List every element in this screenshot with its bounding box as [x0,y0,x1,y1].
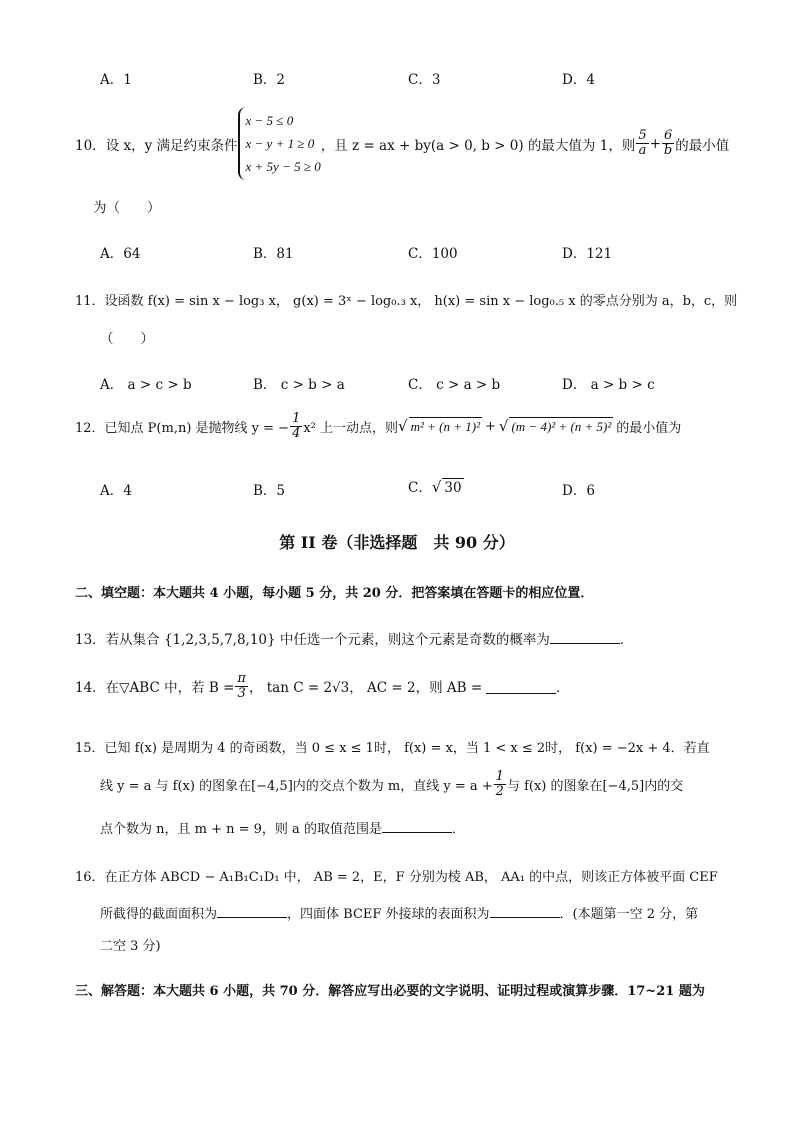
q16-answer-blank-2 [490,903,560,918]
q10-frac1-num: 5 [638,128,647,144]
question-10 [75,107,729,180]
q10-option-d: D．121 [562,246,613,262]
q10-tail: 的最小值 [675,137,730,154]
q16-answer-blank-1 [217,903,287,918]
q12-post: x² 上一动点，则 [303,420,399,436]
q15-line3 [100,818,465,837]
q15-frac-num: 1 [495,769,504,784]
q10-option-a: A．64 [100,246,141,262]
q15-line2-post: 与 f(x) 的图象在[−4,5]内的交 [506,778,684,794]
q12-option-a: A．4 [100,483,132,499]
q11-line2: （ ） [100,331,154,347]
q11-option-c: C． c > a > b [408,377,501,393]
q11-option-d: D． a > b > c [562,377,655,393]
q10-constraint-system [238,107,321,180]
question-12 [75,412,681,440]
q14-frac-den: 3 [237,685,246,701]
q10-mid: ，且 z = ax + by(a > 0, b > 0) 的最大值为 1，则 [320,137,636,154]
section3-heading: 三、解答题：本大题共 6 小题，共 70 分．解答应写出必要的文字说明、证明过程或演算步骤．17~21 题为 [75,984,705,999]
q16-line2 [100,903,698,922]
q10-frac1-den: a [638,143,647,158]
q12-plus: + [484,418,496,434]
radical-sign-icon: √ [398,417,408,436]
q12-fraction-1-4 [290,412,302,440]
question-13 [75,628,633,648]
q14-mid: ， tan C = 2√3， AC = 2，则 AB = [248,680,483,697]
q11-option-a: A． a > c > b [100,377,192,393]
q12-pre: 12．已知点 P(m,n) 是抛物线 y = − [75,420,290,436]
q16-line2-post: ．(本题第一空 2 分，第 [559,907,699,922]
q13-end: ． [619,632,634,648]
q10-constraint-1: x − 5 ≤ 0 [245,113,294,128]
q9-option-c: C．3 [408,72,441,88]
q13-answer-blank [550,629,620,644]
question-14 [75,672,570,700]
q15-answer-blank [382,818,452,833]
q14-fraction-pi-3 [235,672,248,700]
q15-line3-pre: 点个数为 n，且 m + n = 9，则 a 的取值范围是 [100,822,382,837]
q14-answer-blank [486,679,556,694]
q10-fraction-6-b [662,129,674,157]
q10-line2: 为（ ） [93,200,161,216]
q9-option-a: A．1 [100,72,132,88]
q12-option-c [408,476,464,496]
q10-frac2-den: b [663,143,673,158]
q10-fraction-5-a [636,129,648,157]
q10-plus: + [649,135,661,152]
part2-title: 第 II 卷（非选择题 共 90 分） [279,533,515,552]
q15-line2-pre: 线 y = a 与 f(x) 的图象在[−4,5]内的交点个数为 m，直线 y = a + [100,778,493,794]
q12-frac-num: 1 [292,411,301,426]
q10-frac2-num: 6 [662,129,674,144]
q16-line3: 二空 3 分) [100,939,161,954]
section2-heading: 二、填空题：本大题共 4 小题，每小题 5 分，共 20 分．把答案填在答题卡的相应位置． [75,586,594,601]
q15-line2 [100,770,683,798]
q14-frac-num: π [237,671,246,686]
q12-option-d: D．6 [562,483,595,499]
q16-line1: 16．在正方体 ABCD − A₁B₁C₁D₁ 中， AB = 2，E，F 分别为棱 AB， AA₁ 的中点，则该正方体被平面 CEF [75,870,718,885]
q10-constraint-2: x − y + 1 ≥ 0 [245,136,315,151]
q11-option-b: B． c > b > a [253,377,345,393]
q14-end: ． [556,680,570,697]
q16-line2-pre: 所截得的截面面积为 [100,907,218,922]
q12-option-b: B．5 [253,483,286,499]
q12-tail: 的最小值为 [616,420,682,436]
q10-option-b: B．81 [253,246,294,262]
q10-lead: 设 x，y 满足约束条件 [105,137,238,154]
q15-frac-den: 2 [495,783,504,799]
q10-constraint-3: x + 5y − 5 ≥ 0 [245,159,321,174]
q13-text: 13．若从集合 {1,2,3,5,7,8,10} 中任选一个元素，则这个元素是奇数的概率为 [75,632,550,648]
q10-option-c: C．100 [408,246,458,262]
q12-option-c-radicand: 30 [444,480,462,496]
q12-frac-den: 4 [292,425,301,441]
q10-number: 10． [75,137,106,154]
q11-line1: 11．设函数 f(x) = sin x − log₃ x， g(x) = 3ˣ − log₀.₃ x， h(x) = sin x − log₀.₅ x 的零点分别为 a，b，c，则 [75,294,738,309]
q14-pre: 14．在▽ABC 中，若 B = [75,680,235,697]
radical-sign-icon: √ [498,417,509,436]
q15-fraction-1-2 [494,770,506,798]
q15-end: ． [451,822,465,837]
q12-radicand-1: m² + (n + 1)² [410,419,480,435]
q12-option-c-label: C． [408,480,432,496]
q9-option-b: B．2 [253,72,286,88]
q12-radicand-2: (m − 4)² + (n + 5)² [511,419,612,435]
q9-option-d: D．4 [562,72,595,88]
q15-line1: 15．已知 f(x) 是周期为 4 的奇函数，当 0 ≤ x ≤ 1时， f(x) = x，当 1 < x ≤ 2时， f(x) = −2x + 4．若直 [75,741,710,756]
radical-sign-icon: √ [431,478,442,496]
q16-line2-mid: ，四面体 BCEF 外接球的表面积为 [287,907,490,922]
